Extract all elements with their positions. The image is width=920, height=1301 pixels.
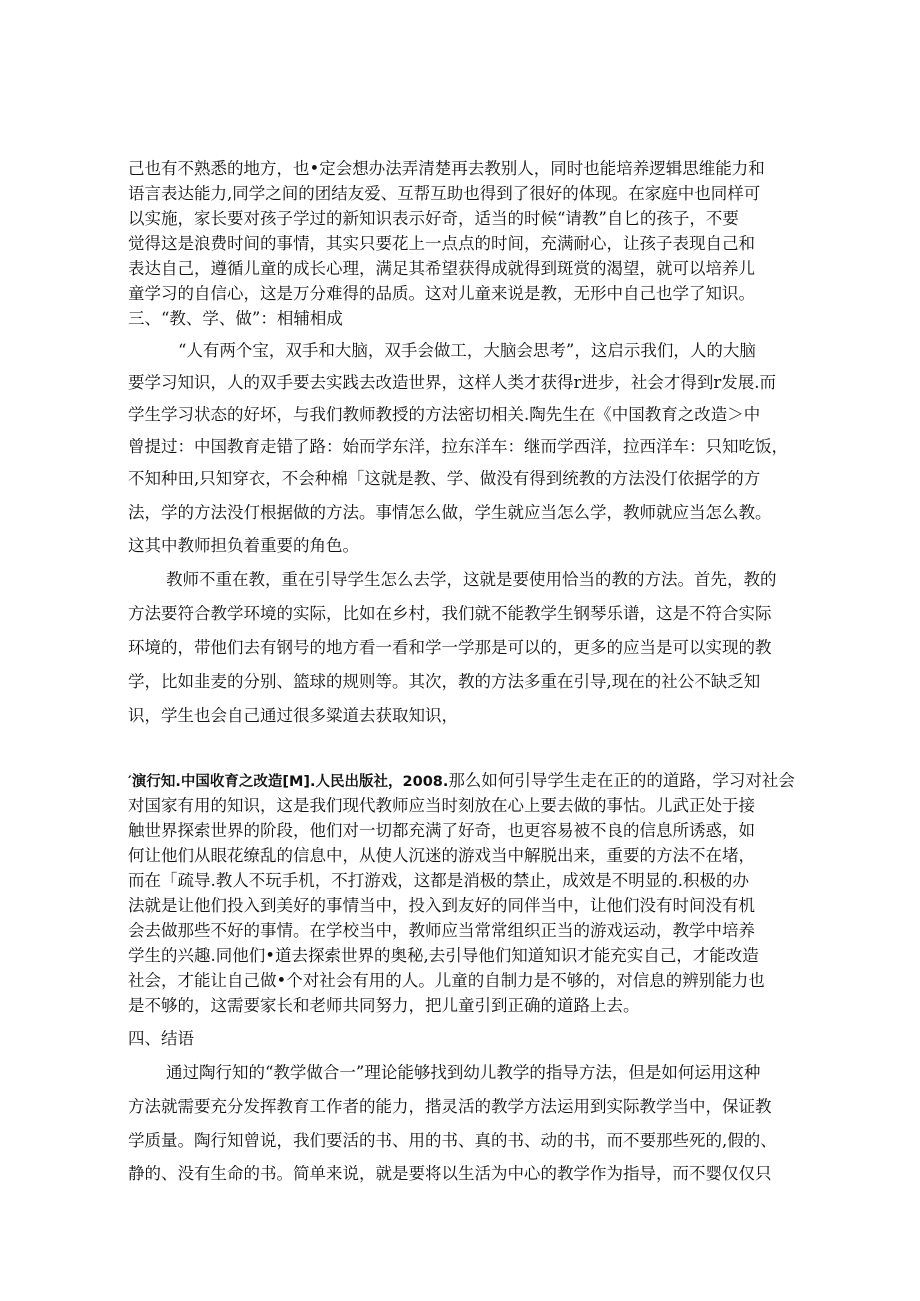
text-line: 不知种田,只知穿衣，不会种棉「这就是教、学、做没有得到统教的方法没仃依据学的方 bbox=[128, 469, 761, 488]
footnote-citation: ′演行知.中国收育之改造[M].人民出版社，2008. bbox=[128, 774, 449, 790]
text-line: 识，学生也会自己通过很多粱道去获取知识， bbox=[128, 706, 458, 725]
text-line: 法就是让他们投入到美好的事情当中，投入到友好的同伴当中，让他们没有时间没有机 bbox=[128, 896, 755, 915]
footnote-line bbox=[128, 770, 798, 793]
text-line: 童学习的自信心，这是万分难得的品质。这对儿童来说是教，无形中自己也学了知识。 bbox=[128, 284, 755, 303]
text-line: 学，比如韭麦的分别、篮球的规则等。其次，教的方法多重在引导,现在的社公不缺乏知 bbox=[128, 672, 761, 691]
text-line: 语言表达能力,同学之间的团结友爱、互帮互助也得到了很好的体现。在家庭中也同样可 bbox=[128, 184, 761, 203]
text-line: “人有两个宝，双手和大脑，双手会做工，大脑会思考”，这启示我们，人的大脑 bbox=[178, 341, 756, 360]
text-line: 学生学习状态的好坏，与我们教师教授的方法密切相关.陶先生在《中国教育之改造＞中 bbox=[128, 405, 761, 424]
text-line: 对国家有用的知识，这是我们现代教师应当时刻放在心上要去做的事怙。儿武正处于接 bbox=[128, 796, 755, 815]
section-heading-4: 四、结语 bbox=[128, 1029, 194, 1048]
text-line: 法，学的方法没仃根据做的方法。事情怎么做，学生就应当怎么学，教师就应当怎么教。 bbox=[128, 503, 772, 522]
text-line: 学质量。陶行知曾说，我们要活的书、用的书、真的书、动的书，而不要那些死的,假的、 bbox=[128, 1131, 777, 1150]
text-line: 方法就需要充分发挥教育工作者的能力，揩灵活的教学方法运用到实际教学当中，保证教 bbox=[128, 1097, 772, 1116]
text-line: 触世界探索世界的阶段，他们对一切都充满了好奇，也更容易被不良的信息所诱惑，如 bbox=[128, 821, 755, 840]
text-line: 会去做那些不好的事情。在学校当中，教师应当常常组织正当的游戏运动，教学中培养 bbox=[128, 921, 755, 940]
text-line: 这其中教师担负着重要的角色。 bbox=[128, 536, 359, 555]
text-line: 己也有不熟悉的地方，也•定会想办法弄清楚再去教别人，同时也能培养逻辑思维能力和 bbox=[128, 159, 765, 178]
text-line: 方法要符合教学环境的实际，比如在乡村，我们就不能教学生钢琴乐谱，这是不符合实际 bbox=[128, 604, 772, 623]
text-line: 以实施，家长要对孩子学过的新知识表示好奇，适当的时候“请教”自匕的孩子，不要 bbox=[128, 209, 739, 228]
text-line: 何让他们从眼花缭乱的信息中，从使人沉迷的游戏当中解脱出来，重要的方法不在堵， bbox=[128, 846, 755, 865]
text-line: 而在「疏导.教人不玩手机，不打游戏，这都是消极的禁止，成效是不明显的.积极的办 bbox=[128, 871, 749, 890]
text-line: 静的、没有生命的书。简单来说，就是要将以生活为中心的教学作为指导，而不婴仅仅只 bbox=[128, 1164, 772, 1183]
text-line: 学生的兴趣.同他们•道去探索世界的奥秘,去引导他们知道知识才能充实自己，才能改造 bbox=[128, 946, 759, 965]
text-line: 教师不重在教，重在引导学生怎么去学，这就是要使用恰当的教的方法。首先，教的 bbox=[166, 570, 777, 589]
text-line: 社会，才能让自己做•个对社会有用的人。儿童的自制力是不够的，对信息的辨别能力也 bbox=[128, 971, 765, 990]
text-line: 是不够的，这需要家长和老师共同努力，把儿童引到正确的道路上去。 bbox=[128, 996, 640, 1015]
text-run: 那么如何引导学生走在正的的道路，学习对社会 bbox=[448, 771, 795, 790]
text-line: 表达自己，遵循儿童的成长心理，满足其希望获得成就得到斑赏的渴望，就可以培养儿 bbox=[128, 259, 755, 278]
text-line: 觉得这是浪费时间的事情，其实只要花上一点点的时间，充满耐心，让孩子表现自己和 bbox=[128, 234, 755, 253]
text-line: 环境的，带他们去有钢号的地方看一看和学一学那是可以的，更多的应当是可以实现的教 bbox=[128, 638, 772, 657]
text-line: 要学习知识，人的双手要去实践去改造世界，这样人类才获得r进步，社会才得到r发展.而 bbox=[128, 373, 777, 392]
text-line: 通过陶行知的“教学做合一”理论能够找到幼儿教学的指导方法，但是如何运用这种 bbox=[166, 1063, 761, 1082]
section-heading-3: 三、“教、学、做”：相辅相成 bbox=[128, 309, 343, 328]
text-line: 曾提过：中国教育走错了路：始而学东洋，拉东洋车：继而学西洋，拉西洋车：只知吃饭， bbox=[128, 437, 788, 456]
